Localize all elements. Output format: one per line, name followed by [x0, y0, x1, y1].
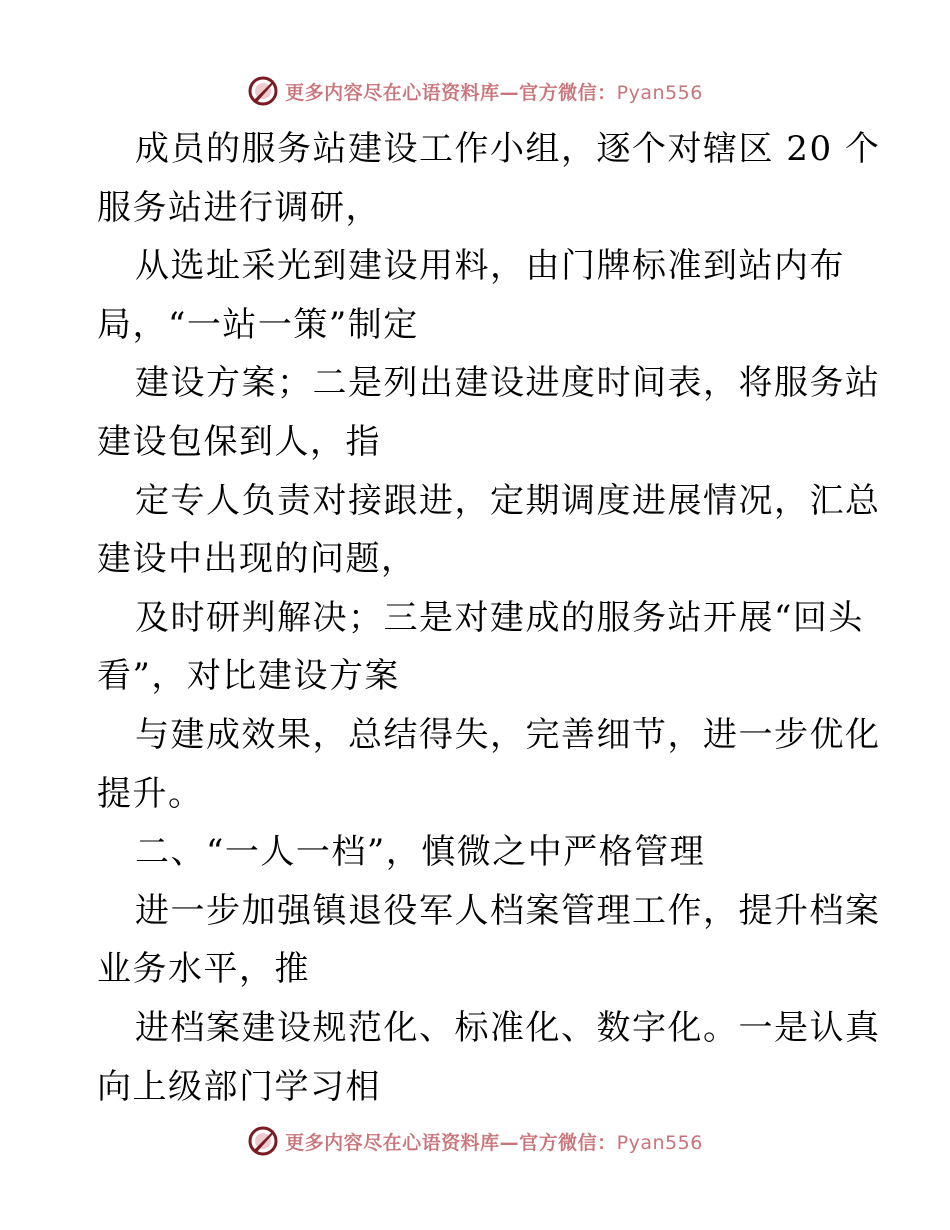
quill-circle-logo-icon — [247, 1125, 279, 1157]
text-line: 从选址采光到建设用料，由门牌标准到站内布 — [135, 246, 845, 287]
document-body — [97, 120, 881, 1116]
text-line: 与建成效果，总结得失，完善细节，进一步优化 — [135, 714, 881, 755]
text-line: 定专人负责对接跟进，定期调度进展情况，汇总 — [135, 480, 881, 521]
text-line: 成员的服务站建设工作小组，逐个对辖区 20 个 — [135, 129, 881, 169]
text-line: 提升。 — [97, 773, 204, 814]
section-heading: 二、“一人一档”，慎微之中严格管理 — [135, 832, 706, 873]
text-line: 建设包保到人，指 — [97, 421, 381, 462]
text-line: 建设方案；二是列出建设进度时间表，将服务站 — [135, 363, 881, 404]
text-line: 向上级部门学习相 — [97, 1066, 381, 1107]
watermark-text: 更多内容尽在心语资料库—官方微信：Pyan556 — [285, 81, 703, 104]
text-line: 业务水平，推 — [97, 949, 310, 990]
text-line: 建设中出现的问题， — [97, 539, 417, 580]
text-line: 进一步加强镇退役军人档案管理工作，提升档案 — [135, 890, 881, 931]
watermark-text: 更多内容尽在心语资料库—官方微信：Pyan556 — [285, 1131, 703, 1154]
text-line: 进档案建设规范化、标准化、数字化。一是认真 — [135, 1007, 881, 1048]
text-line: 及时研判解决；三是对建成的服务站开展“回头 — [135, 597, 864, 638]
footer-watermark — [0, 1121, 950, 1161]
header-watermark — [0, 71, 950, 111]
text-line: 局，“一站一策”制定 — [97, 304, 419, 345]
quill-circle-logo-icon — [247, 75, 279, 107]
text-line: 服务站进行调研， — [97, 187, 381, 228]
text-line: 看”，对比建设方案 — [97, 656, 400, 697]
